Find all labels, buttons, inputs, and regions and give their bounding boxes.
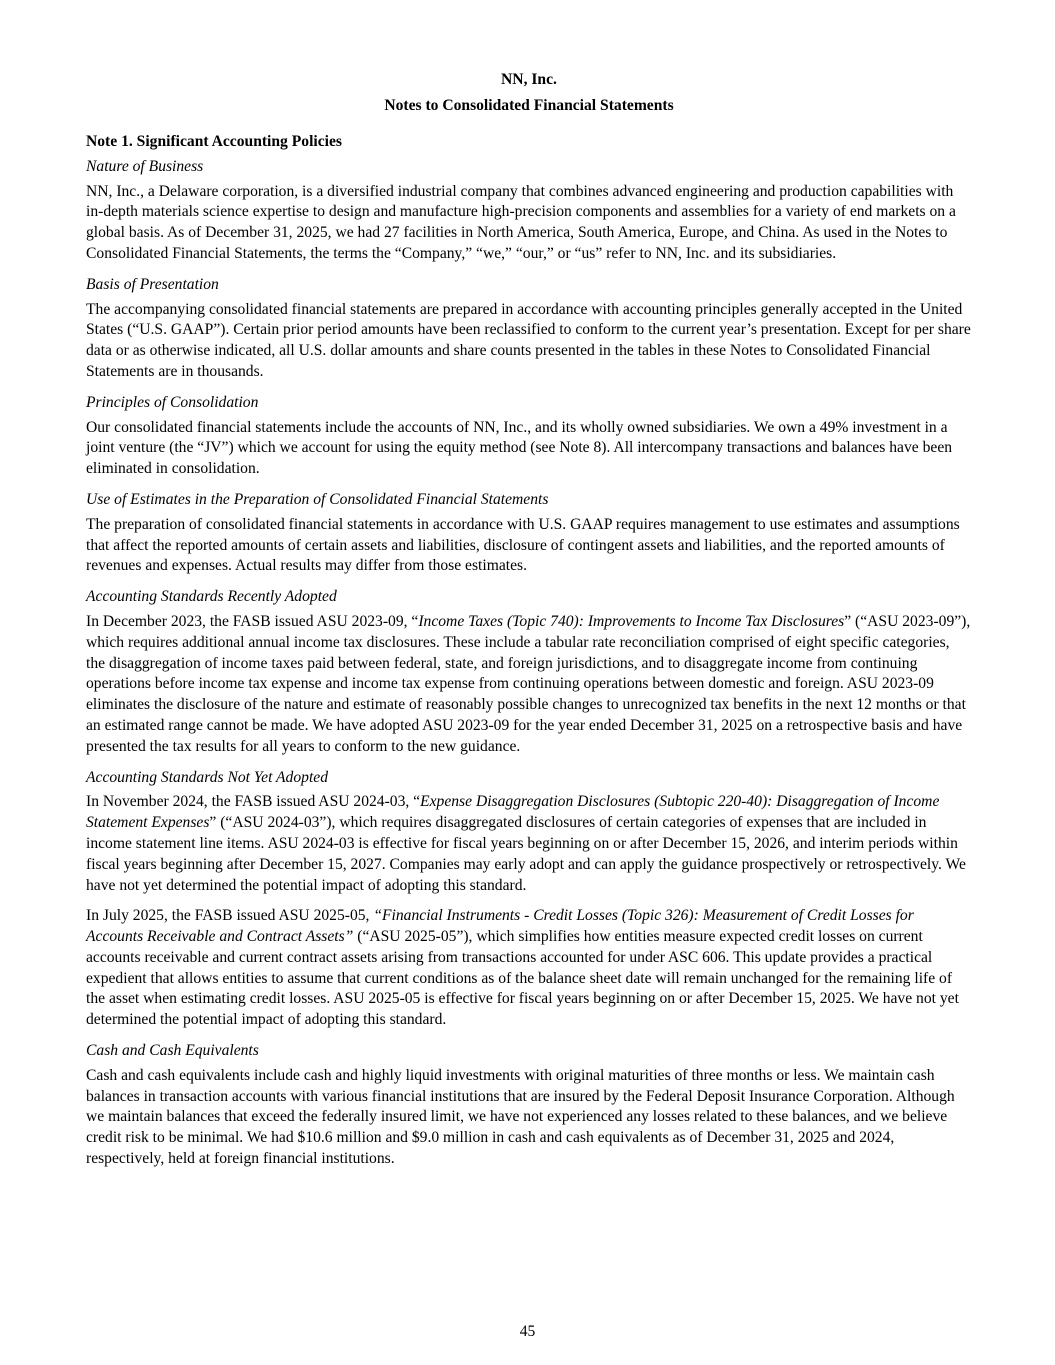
heading-cash-and-cash-equivalents: Cash and Cash Equivalents — [86, 1042, 259, 1060]
heading-use-of-estimates: Use of Estimates in the Preparation of Consolidated Financial Statements — [86, 490, 549, 508]
heading-basis-of-presentation: Basis of Presentation — [86, 275, 219, 293]
paragraph-principles-of-consolidation: Our consolidated financial statements include the accounts of NN, Inc., and its wholly owned subsidiaries. We own a 49% investment in a joint venture (the “JV”) which we account for using the equity method (see Note 8). All intercompany transactions and balances have been eliminated in consolidation. — [86, 418, 953, 478]
paragraph-basis-of-presentation: The accompanying consolidated financial statements are prepared in accordance with accounting principles generally accepted in the United States (“U.S. GAAP”). Certain prior period amounts have been reclassified to conform to the current year’s presentation. Except for per share data or as otherwise indicated, all U.S. dollar amounts and share counts presented in the tables in these Notes to Consolidated Financial Statements are in thousands. — [86, 300, 971, 380]
heading-standards-recently-adopted: Accounting Standards Recently Adopted — [86, 588, 337, 606]
text-segment: In November 2024, the FASB issued ASU 2024-03, “ — [86, 793, 421, 811]
document-page — [86, 70, 972, 1180]
text-segment: (“ASU 2025-05”), which simplifies how entities measure expected credit losses on current accounts receivable and current contract assets arising from transactions accounted for under ASC 606. This update provides a practical expedient that allows entities to assume that current conditions as of the balance sheet date will remain unchanged for the remaining life of the asset when estimating credit losses. ASU 2025-05 is effective for fiscal years beginning on or after December 15, 2025. We have not yet determined the potential impact of adopting this standard. — [86, 928, 959, 1029]
heading-nature-of-business: Nature of Business — [86, 157, 204, 175]
paragraph-nature-of-business: NN, Inc., a Delaware corporation, is a diversified industrial company that combines advanced engineering and production capabilities with in-depth materials science expertise to design and manufacture high-precision components and assemblies for a variety of end markets on a global basis. As of December 31, 2025, we had 27 facilities in North America, South America, Europe, and China. As used in the Notes to Consolidated Financial Statements, the terms the “Company,” “we,” “our,” or “us” refer to NN, Inc. and its subsidiaries. — [86, 182, 956, 262]
page-number: 45 — [519, 1323, 536, 1340]
paragraph-asu-2025-05 — [86, 906, 972, 1031]
standard-title-italic: Income Taxes (Topic 740): Improvements to Income Tax Disclosures — [418, 612, 845, 630]
standard-title-italic: Expense Disaggregation Disclosures (Subtopic 220-40): Disaggregation of Income Statement Expenses — [86, 793, 940, 832]
paragraph-asu-2024-03 — [86, 792, 972, 896]
paragraph-cash-and-cash-equivalents: Cash and cash equivalents include cash and highly liquid investments with original maturities of three months or less. We maintain cash balances in transaction accounts with various financial institutions that are insured by the Federal Deposit Insurance Corporation. Although we maintain balances that exceed the federally insured limit, we have not experienced any losses related to these balances, and we believe credit risk to be minimal. We had $10.6 million and $9.0 million in cash and cash equivalents as of December 31, 2025 and 2024, respectively, held at foreign financial institutions. — [86, 1066, 955, 1168]
paragraph-standards-recently-adopted — [86, 612, 972, 758]
text-segment: ” (“ASU 2024-03”), which requires disaggregated disclosures of certain categories of expenses that are included in income statement line items. ASU 2024-03 is effective for fiscal years beginning on or after December 15, 2026, and interim periods within fiscal years beginning after December 15, 2027. Companies may early adopt and can apply the guidance prospectively or retrospectively. We have not yet determined the potential impact of adopting this standard. — [86, 814, 966, 894]
standard-title-italic: “Financial Instruments - Credit Losses (Topic 326): Measurement of Credit Losses for Accounts Receivable and Contract Assets” — [86, 907, 914, 946]
document-title: Notes to Consolidated Financial Statements — [384, 97, 674, 114]
text-segment: In December 2023, the FASB issued ASU 2023-09, “ — [86, 612, 419, 630]
heading-standards-not-yet-adopted: Accounting Standards Not Yet Adopted — [86, 768, 328, 786]
note-title: Note 1. Significant Accounting Policies — [86, 133, 342, 150]
text-segment: ” (“ASU 2023-09”), which requires additional annual income tax disclosures. These include a tabular rate reconciliation comprised of eight specific categories, the disaggregation of income taxes paid between federal, state, and foreign jurisdictions, and to disaggregate income from continuing operations before income tax expense and income tax expense from continuing operations between domestic and foreign. ASU 2023-09 eliminates the disclosure of the nature and estimate of reasonably possible changes to unrecognized tax benefits in the next 12 months or that an estimated range cannot be made. We have adopted ASU 2023-09 for the year ended December 31, 2025 on a retrospective basis and have presented the tax results for all years to conform to the new guidance. — [86, 612, 971, 755]
company-name: NN, Inc. — [501, 71, 557, 88]
text-segment: In July 2025, the FASB issued ASU 2025-05, — [86, 907, 374, 925]
heading-principles-of-consolidation: Principles of Consolidation — [86, 393, 259, 411]
paragraph-use-of-estimates: The preparation of consolidated financial statements in accordance with U.S. GAAP requires management to use estimates and assumptions that affect the reported amounts of certain assets and liabilities, disclosure of contingent assets and liabilities, and the reported amounts of revenues and expenses. Actual results may differ from those estimates. — [86, 515, 960, 575]
